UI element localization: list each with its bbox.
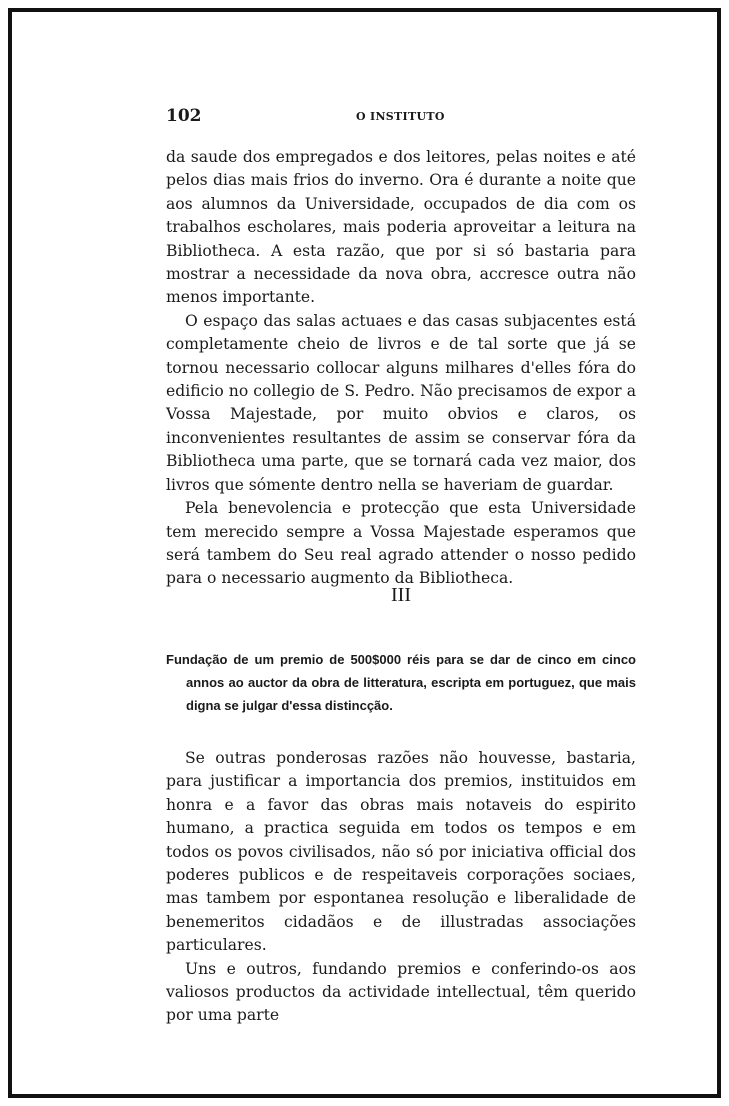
paragraph: O espaço das salas actuaes e das casas subjacentes está completamente cheio de livros e de tal sorte que já se tornou necessario collocar alguns milhares d'elles fóra do edificio no collegio de S. Pedro. Não precisamos de expor a Vossa Majestade, por muito obvios e claros, os inconvenientes resultantes de assim se conservar fóra da Bibliotheca uma parte, que se tornará cada vez maior, dos livros que sómente dentro nella se haveriam de guardar. [166, 311, 636, 494]
paragraph: Se outras ponderosas razões não houvesse, bastaria, para justificar a importancia dos premios, instituidos em honra e a favor das obras mais notaveis do espirito humano, a practica seguida em todos os tempos e em todos os povos civilisados, não só por iniciativa official dos poderes publicos e de respeitaveis corporações sociaes, mas tambem por espontanea resolução e liberalidade de benemeritos cidadãos e de illustradas associações particulares. [166, 749, 636, 955]
page-number: 102 [166, 106, 202, 126]
page-header [166, 106, 636, 128]
running-title: O INSTITUTO [356, 110, 445, 123]
section-numeral: III [391, 584, 411, 606]
paragraph: Uns e outros, fundando premios e conferindo-os aos valiosos productos da actividade intellectual, têm querido por uma parte [166, 959, 636, 1025]
body-text-bottom [166, 747, 636, 1028]
section-heading: Fundação de um premio de 500$000 réis para se dar de cinco em cinco annos ao auctor da obra de litteratura, escripta em portuguez, que mais digna se julgar d'essa distincção. [166, 652, 636, 713]
paragraph: da saude dos empregados e dos leitores, pelas noites e até pelos dias mais frios do inverno. Ora é durante a noite que aos alumnos da Universidade, occupados de dia com os trabalhos escholares, mais poderia aproveitar a leitura na Bibliotheca. A esta razão, que por si só bastaria para mostrar a necessidade da nova obra, accresce outra não menos importante. [166, 148, 636, 307]
body-text-top [166, 146, 636, 591]
paragraph: Pela benevolencia e protecção que esta Universidade tem merecido sempre a Vossa Majestade esperamos que será tambem do Seu real agrado attender o nosso pedido para o necessario augmento da Bibliotheca. [166, 499, 636, 588]
